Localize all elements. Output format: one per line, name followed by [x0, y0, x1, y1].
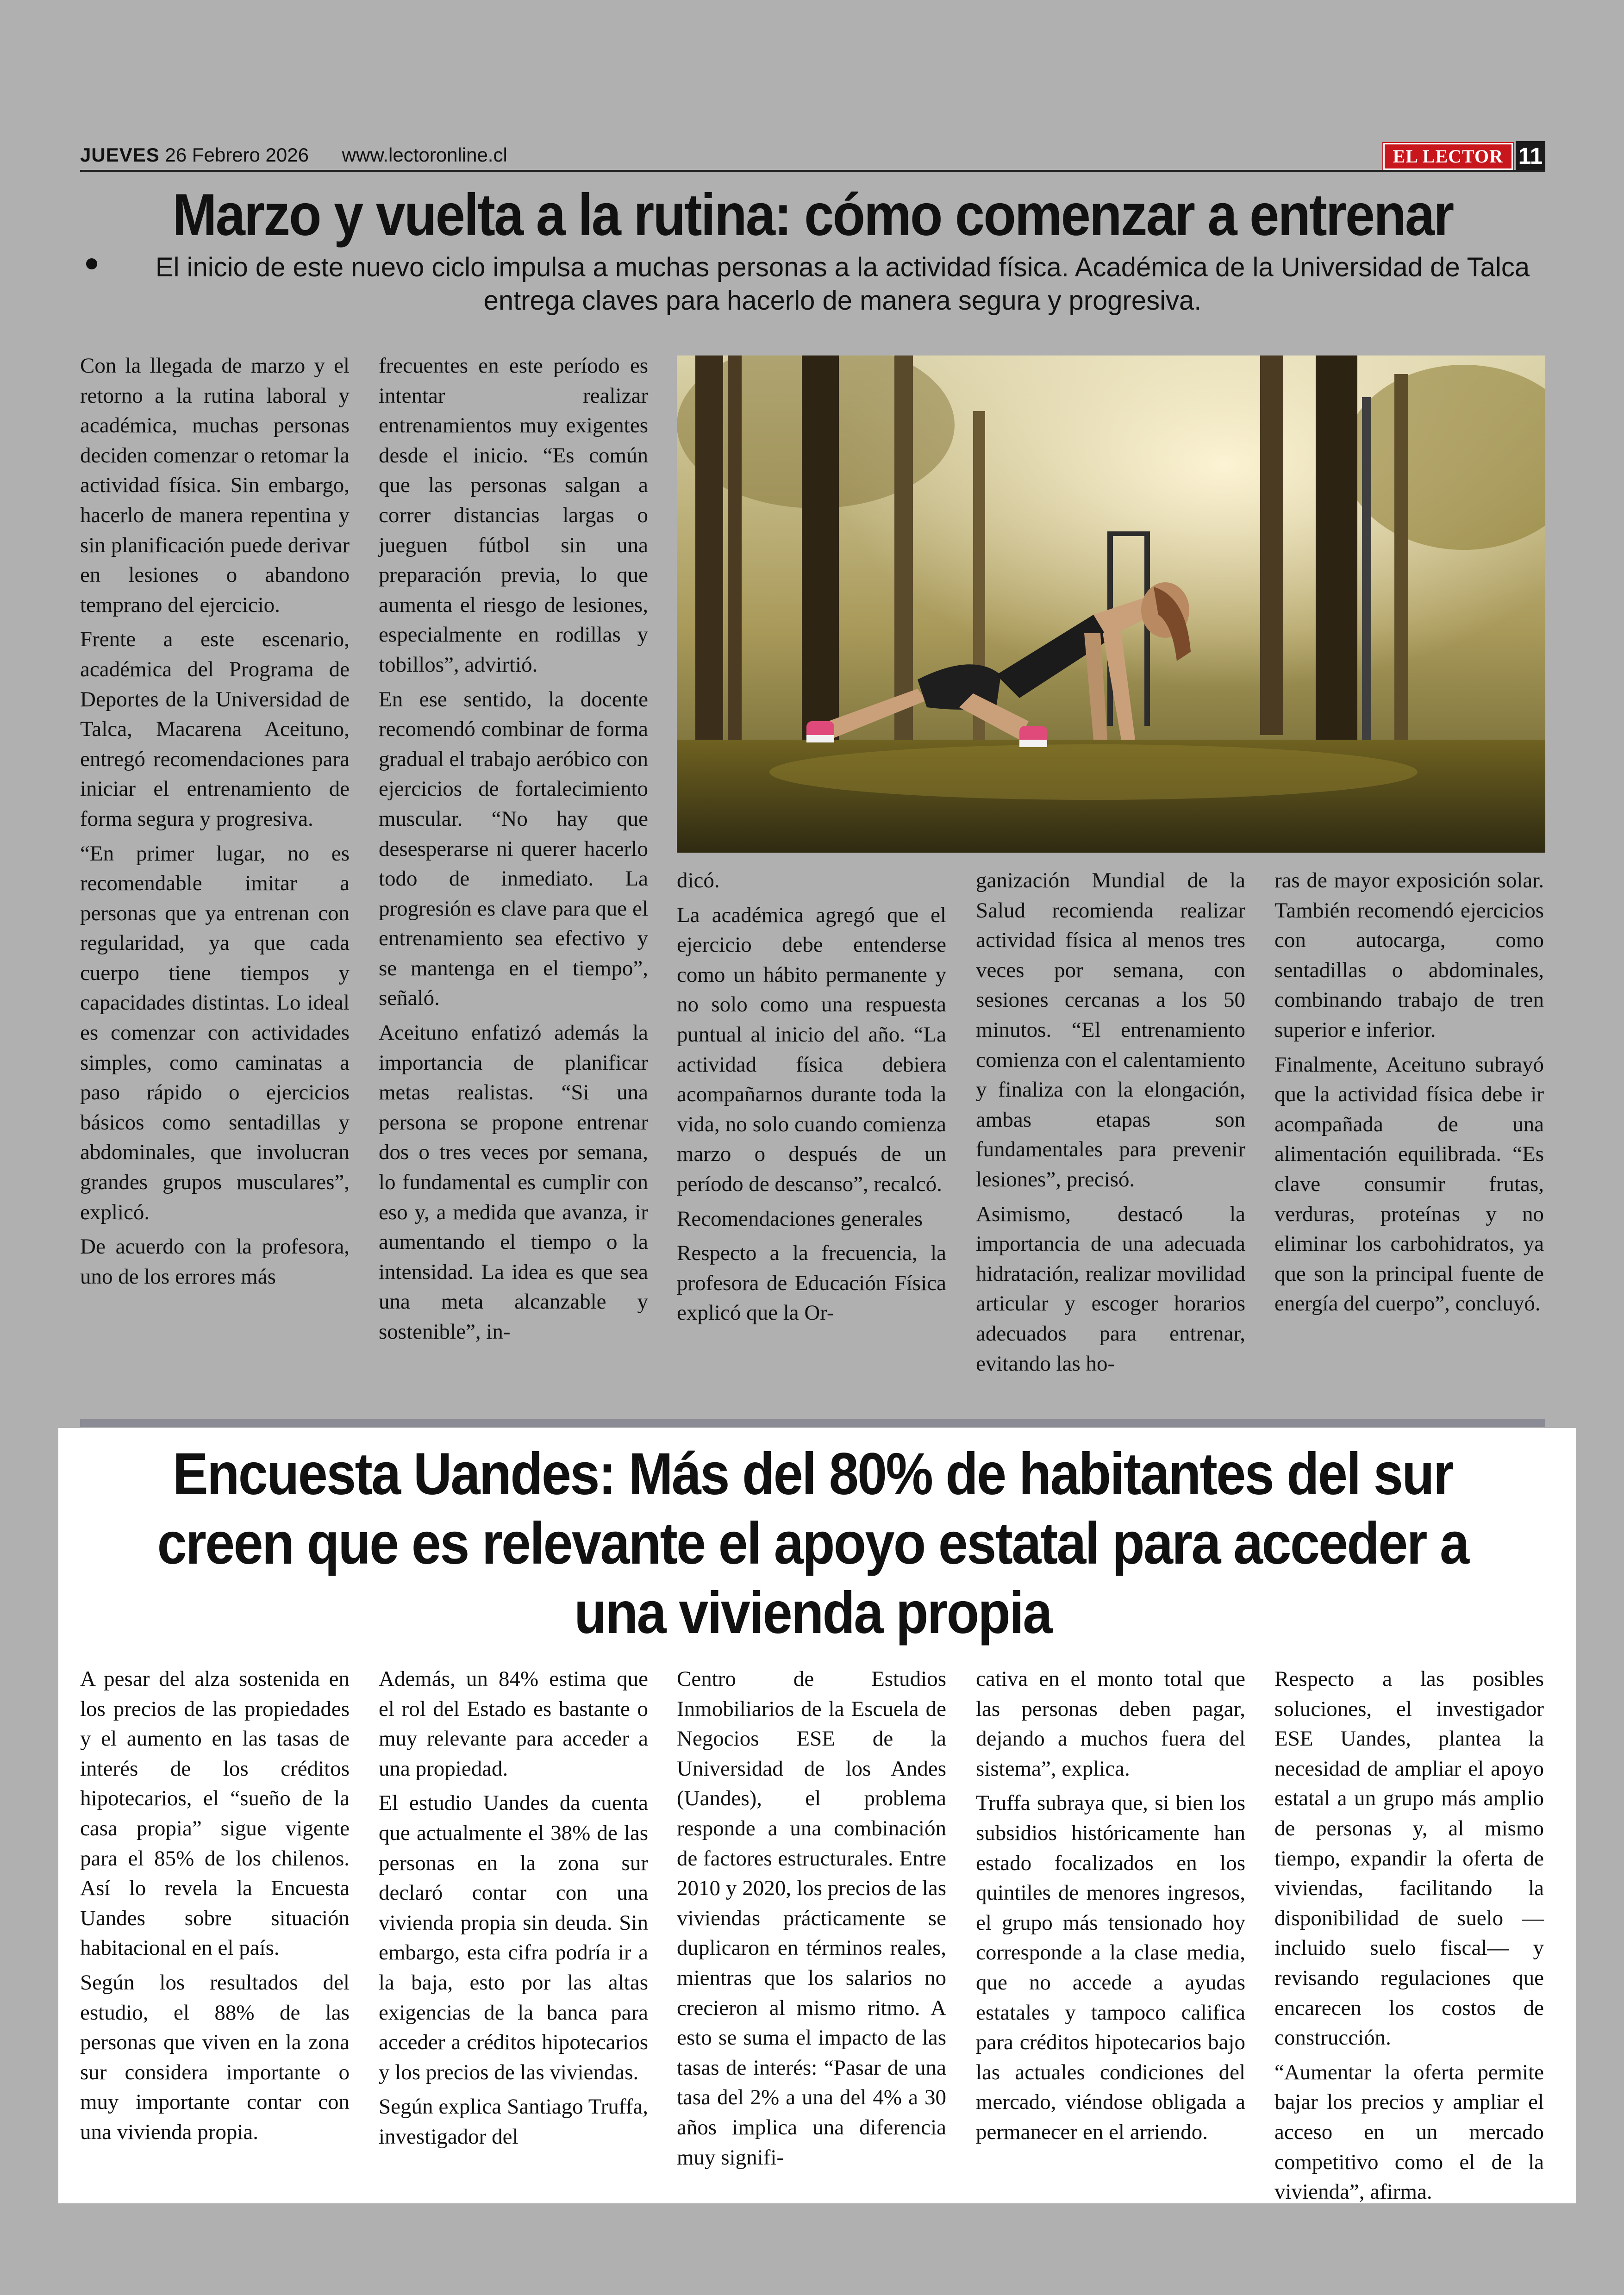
paragraph: cativa en el monto total que las personas deben pagar, dejando a muchos fuera del sistema”, explica.	[976, 1667, 1245, 1781]
paragraph: De acuerdo con la profesora, uno de los errores más	[80, 1235, 350, 1289]
page-header	[80, 141, 1545, 174]
paragraph: La académica agregó que el ejercicio debe entenderse como un hábito permanente y no solo como una respuesta puntual al inicio del año. “La actividad física debiera acompañarnos durante toda la vida, no solo cuando comienza marzo o después de un período de descanso”, recalcó.	[677, 903, 946, 1196]
paragraph: Respecto a la frecuencia, la profesora de Educación Física explicó que la Or-	[677, 1241, 946, 1325]
paragraph: A pesar del alza sostenida en los precios de las propiedades y el aumento en las tasas de interés de los créditos hipotecarios, el “sueño de la casa propia” sigue vigente para el 85% de los chilenos. Así lo revela la Encuesta Uandes sobre situación habitacional en el país.	[80, 1667, 350, 1960]
paragraph: frecuentes en este período es intentar realizar entrenamientos muy exigentes desde el inicio. “Es común que las personas salgan a correr distancias largas o jueguen fútbol sin una preparación previa, lo que aumenta el riesgo de lesiones, especialmente en rodillas y tobillos”, advirtió.	[379, 354, 648, 677]
bullet-icon	[86, 258, 97, 269]
header-day: JUEVES	[80, 144, 160, 166]
article2-column-1	[80, 1664, 350, 2152]
paragraph: El estudio Uandes da cuenta que actualmente el 38% de las personas en la zona sur declaró contar con una vivienda propia sin deuda. Sin embargo, esta cifra podría ir a la baja, esto por las altas exigencias de la banca para acceder a créditos hipotecarios y los precios de las viviendas.	[379, 1791, 648, 2084]
paragraph: Además, un 84% estima que el rol del Estado es bastante o muy relevante para acceder a una propiedad.	[379, 1667, 648, 1781]
woman-exercising-in-park-icon	[677, 355, 1545, 853]
paragraph: Aceituno enfatizó además la importancia de planificar metas realistas. “Si una persona se propone entrenar dos o tres veces por semana, lo fundamental es cumplir con eso y, a medida que avanza, ir aumentando el tiempo o la intensidad. La idea es que sea una meta alcanzable y sostenible”, in-	[379, 1021, 648, 1344]
header-url[interactable]: www.lectoronline.cl	[342, 144, 507, 166]
article1-title: Marzo y vuelta a la rutina: cómo comenzar a entrenar	[172, 182, 1453, 248]
header-dateline	[80, 144, 507, 166]
section-subheading: Recomendaciones generales	[677, 1206, 923, 1231]
article1-photo	[677, 355, 1545, 853]
paragraph: Según los resultados del estudio, el 88% de las personas que viven en la zona sur considera importante o muy importante contar con una vivienda propia.	[80, 1970, 350, 2144]
article1-column-4	[976, 866, 1245, 1383]
paragraph: Finalmente, Aceituno subrayó que la actividad física debe ir acompañada de una alimentación equilibrada. “Es clave consumir frutas, verduras, proteínas y no eliminar los carbohidratos, ya que son la principal fuente de energía del cuerpo”, concluyó.	[1274, 1052, 1544, 1316]
paragraph: “En primer lugar, no es recomendable imitar a personas que ya entrenan con regularidad, ya que cada cuerpo tiene tiempos y capacidades distintas. Lo ideal es comenzar con actividades simples, como caminatas a paso rápido o ejercicios básicos como sentadillas y abdominales, que involucran grandes grupos musculares”, explicó.	[80, 841, 350, 1224]
article2-column-3	[677, 1664, 946, 2177]
brand-logo: EL LECTOR	[1383, 143, 1513, 170]
header-date: 26 Febrero 2026	[165, 144, 309, 166]
paragraph: Asimismo, destacó la importancia de una adecuada hidratación, realizar movilidad articular y escoger horarios adecuados para entrenar, evitando las ho-	[976, 1202, 1245, 1376]
paragraph: ganización Mundial de la Salud recomienda realizar actividad física al menos tres veces por semana, con sesiones cercanas a los 50 minutos. “El entrenamiento comienza con el calentamiento y finaliza con la elongación, ambas etapas son fundamentales para prevenir lesiones”, precisó.	[976, 868, 1245, 1191]
article1-column-2	[379, 351, 648, 1352]
paragraph: Truffa subraya que, si bien los subsidios históricamente han estado focalizados en los quintiles de menores ingresos, el grupo más tensionado hoy corresponde a la clase media, que no accede a ayudas estatales y tampoco califica para créditos hipotecarios bajo las actuales condiciones del mercado, viéndose obligada a permanecer en el arriendo.	[976, 1791, 1245, 2144]
paragraph: Frente a este escenario, académica del Programa de Deportes de la Universidad de Talca, Macarena Aceituno, entregó recomendaciones para iniciar el entrenamiento de forma segura y progresiva.	[80, 627, 350, 831]
article2-column-2	[379, 1664, 648, 2157]
article1-column-3	[677, 866, 946, 1333]
paragraph: Según explica Santiago Truffa, investigador del	[379, 2095, 648, 2149]
article1-column-5	[1274, 866, 1544, 1323]
article2-title: Encuesta Uandes: Más del 80% de habitantes del sur creen que es relevante el apoyo estatal para acceder a una vivienda propia	[157, 1441, 1468, 1646]
paragraph: Centro de Estudios Inmobiliarios de la Escuela de Negocios ESE de la Universidad de los Andes (Uandes), el problema responde a una combinación de factores estructurales. Entre 2010 y 2020, los precios de las viviendas prácticamente se duplicaron en términos reales, mientras que los salarios no crecieron al mismo ritmo. A esto se suma el impacto de las tasas de interés: “Pasar de una tasa del 2% a una del 4% a 30 años implica una diferencia muy signifi-	[677, 1667, 946, 2170]
article1-column-1	[80, 351, 350, 1296]
paragraph: Con la llegada de marzo y el retorno a la rutina laboral y académica, muchas personas deciden comenzar o retomar la actividad física. Sin embargo, hacerlo de manera repentina y sin planificación puede derivar en lesiones o abandono temprano del ejercicio.	[80, 354, 350, 617]
header-rule	[80, 170, 1545, 172]
article2-column-4	[976, 1664, 1245, 2152]
article2-column-5	[1274, 1664, 1544, 2212]
section-divider	[80, 1419, 1545, 1427]
page-number: 11	[1516, 141, 1545, 171]
paragraph: En ese sentido, la docente recomendó combinar de forma gradual el trabajo aeróbico con ejercicios de fortalecimiento muscular. “No hay que desesperarse ni querer hacerlo todo de inmediato. La progresión es clave para que el entrenamiento sea efectivo y se mantenga en el tiempo”, señaló.	[379, 687, 648, 1010]
paragraph: “Aumentar la oferta permite bajar los precios y ampliar el acceso en un mercado competitivo como el de la vivienda”, afirma.	[1274, 2060, 1544, 2204]
paragraph: ras de mayor exposición solar. También recomendó ejercicios con autocarga, como sentadillas o abdominales, combinando trabajo de tren superior e inferior.	[1274, 868, 1544, 1042]
paragraph: dicó.	[677, 868, 720, 892]
paragraph: Respecto a las posibles soluciones, el investigador ESE Uandes, plantea la necesidad de ampliar el apoyo estatal a un grupo más amplio de personas y, al mismo tiempo, expandir la oferta de viviendas, facilitando la disponibilidad de suelo —incluido suelo fiscal— y revisando regulaciones que encarecen los costos de construcción.	[1274, 1667, 1544, 2050]
article1-subtitle: El inicio de este nuevo ciclo impulsa a muchas personas a la actividad física. Académica de la Universidad de Talca entrega claves para hacerlo de manera segura y progresiva.	[155, 252, 1530, 316]
